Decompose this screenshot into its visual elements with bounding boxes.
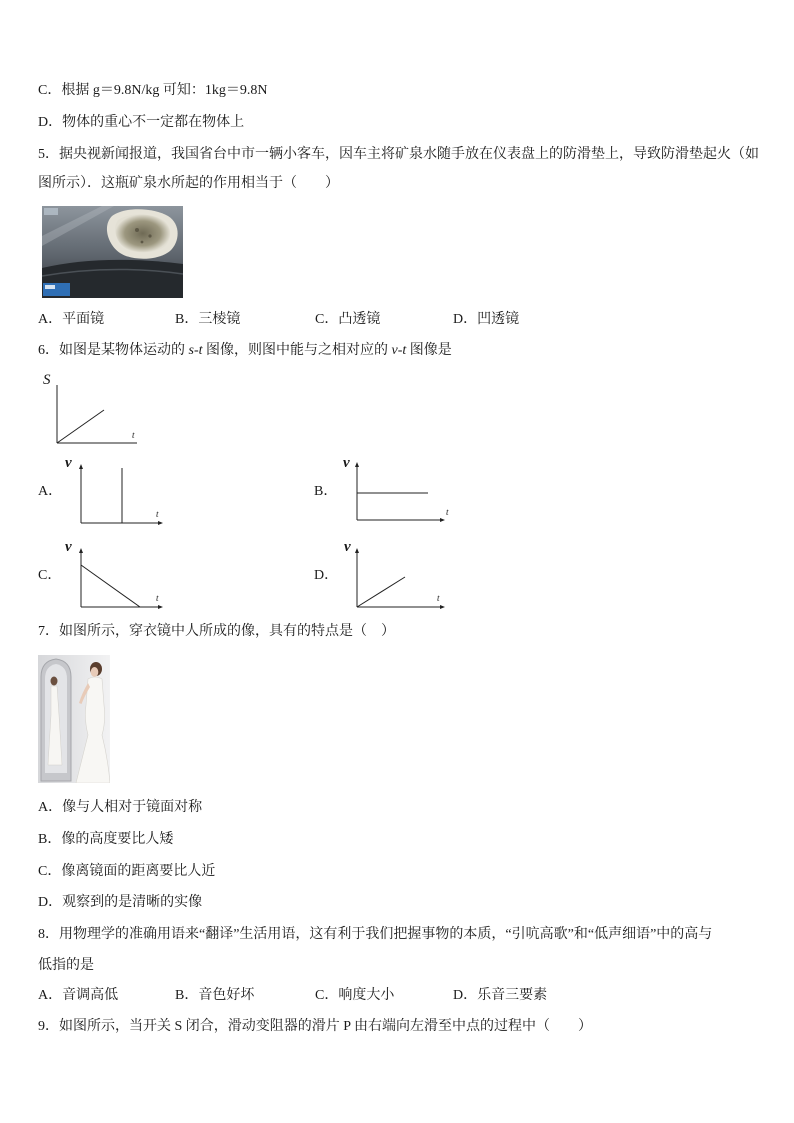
q5-option-b: B．三棱镜 [175,312,241,327]
q6-stem [38,341,778,361]
st-graph [40,368,140,448]
q6-option-b-label: B． [314,484,338,499]
q5-option-c: C．凸透镜 [315,312,381,327]
q8-stem-line1: 8．用物理学的准确用语来“翻译”生活用语，这有利于我们把握事物的本质，“引吭高歌”和“低声细语”中的高与 [38,927,713,942]
graph-c-y-label: v [65,539,72,555]
q6-option-c-graph [62,537,168,613]
graph-c-y-arrow [79,548,83,553]
q7-stem: 7．如图所示，穿衣镜中人所成的像，具有的特点是（ ） [38,624,395,639]
q6-stem-text-3: 图像是 [406,343,452,358]
q6-option-b-graph [340,453,452,529]
graph-d-y-arrow [355,548,359,553]
channel-logo-icon [44,208,58,215]
graph-a-y-label: v [65,455,72,471]
q8-option-c: C．响度大小 [315,988,395,1003]
graph-b-x-arrow [440,518,445,522]
q7-option-d: D．观察到的是清晰的实像 [38,895,203,910]
graph-d-x-arrow [440,605,445,609]
graph-d-y-label: v [344,539,351,555]
q5-option-a: A．平面镜 [38,312,105,327]
q5-stem-line1: 5．据央视新闻报道，我国省台中市一辆小客车，因车主将矿泉水随手放在仪表盘上的防滑垫上，导致防滑垫起火（如 [38,147,759,162]
graph-b-x-label: t [446,507,449,517]
q5-option-d: D．凹透镜 [453,312,520,327]
q6-option-d-label: D． [314,568,339,583]
graph-b-y-arrow [355,462,359,467]
graph-c-x-arrow [158,605,163,609]
q8-stem-line2: 低指的是 [38,958,94,973]
q8-option-b: B．音色好坏 [175,988,255,1003]
q8-option-d: D．乐音三要素 [453,988,548,1003]
graph-a-x-label: t [156,509,159,519]
q6-option-d-graph [340,537,452,613]
graph-d-line [357,577,405,607]
q7-option-c: C．像离镜面的距离要比人近 [38,864,216,879]
st-graph-y-label: S [43,372,51,388]
graph-a-x-arrow [158,521,163,525]
q7-option-b: B．像的高度要比人矮 [38,832,174,847]
mirror-bride-photo [38,655,110,783]
q6-option-a-label: A． [38,484,63,499]
graph-a-y-arrow [79,464,83,469]
q6-stem-st-term: s-t [188,343,203,358]
q7-option-a: A．像与人相对于镜面对称 [38,800,203,815]
woman-face [91,667,99,677]
car-dashboard-fire-photo [42,206,183,298]
q6-option-c-label: C． [38,568,62,583]
graph-b-y-label: v [343,455,350,471]
q6-stem-vt-term: v-t [391,343,407,358]
news-caption-bar [43,283,70,296]
q6-option-a-graph [62,453,168,529]
graph-d-x-label: t [437,593,440,603]
q9-stem: 9．如图所示，当开关 S 闭合，滑动变阻器的滑片 P 由右端向左滑至中点的过程中（ ） [38,1019,593,1034]
q6-stem-text-2: 图像，则图中能与之相对应的 [202,343,392,358]
reflection-head [51,677,58,686]
q5-stem-line2: 图所示）．这瓶矿泉水所起的作用相当于（ ） [38,176,339,191]
st-graph-x-label: t [132,430,135,440]
q6-stem-text-1: 6．如图是某物体运动的 [38,343,189,358]
q4-option-c: C．根据 g＝9.8N/kg 可知：1kg＝9.8N [38,83,268,98]
graph-c-x-label: t [156,593,159,603]
q8-option-a: A．音调高低 [38,988,119,1003]
burn-mark-inner [115,214,170,252]
q4-option-d: D．物体的重心不一定都在物体上 [38,115,245,130]
st-graph-line [57,410,104,443]
graph-c-line [81,565,140,607]
